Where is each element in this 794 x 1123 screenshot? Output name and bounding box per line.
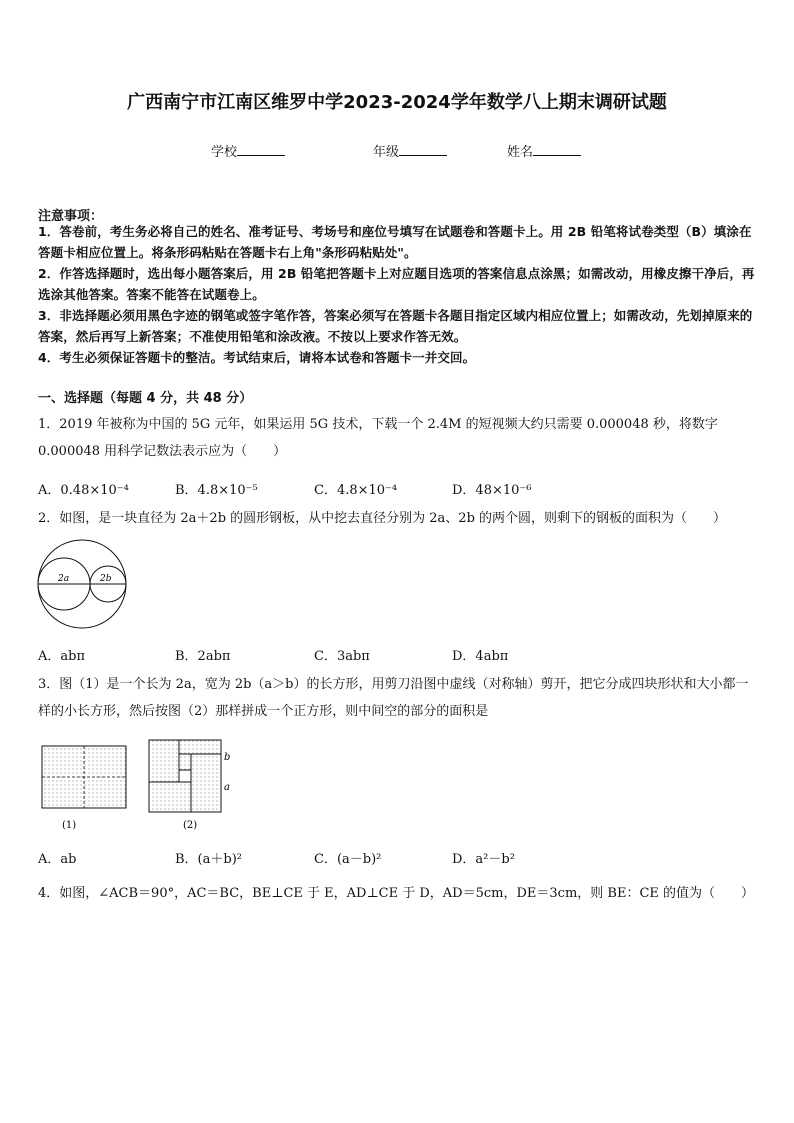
q3-rectangle-figures [36,736,236,836]
q3-fig2-center-hole [179,770,191,782]
q3-option-c: C．(a－b)² [314,852,382,867]
note-item-1: 1．答卷前，考生务必将自己的姓名、准考证号、考场号和座位号填写在试题卷和答题卡上。用 2B 铅笔将试卷类型（B）填涂在答题卡相应位置上。将条形码粘贴在答题卡右上角"条形码粘贴处"。 [38,224,752,260]
q2-label-2a: 2a [58,574,70,584]
name-label: 姓名 [507,145,534,160]
q3-option-a: A．ab [38,852,77,867]
grade-field [373,141,447,160]
school-label: 学校 [211,145,238,160]
note-item-3: 3．非选择题必须用黑色字迹的钢笔或签字笔作答，答案必须写在答题卡各题目指定区域内相应位置上；如需改动，先划掉原来的答案，然后再写上新答案；不准使用铅笔和涂改液。不按以上要求作答无效。 [38,308,753,344]
question-3-text: 3．图（1）是一个长为 2a，宽为 2b（a＞b）的长方形，用剪刀沿图中虚线（对称轴）剪开，把它分成四块形状和大小都一样的小长方形，然后按图（2）那样拼成一个正方形，则中间空的部分的面积是 [38,677,749,719]
notes-heading: 注意事项： [38,209,104,224]
question-2-text: 2．如图，是一块直径为 2a＋2b 的圆形钢板，从中挖去直径分别为 2a、2b 的两个圆，则剩下的钢板的面积为（ ） [38,511,727,526]
q3-option-b: B．(a＋b)² [175,852,242,867]
q1-option-c: C．4.8×10⁻⁴ [314,483,398,498]
name-blank [533,143,581,156]
exam-title: 广西南宁市江南区维罗中学2023-2024学年数学八上期末调研试题 [127,92,667,113]
name-field [507,141,581,160]
school-blank [237,143,285,156]
q2-option-b: B．2abπ [175,649,231,664]
note-item-4: 4．考生必须保证答题卡的整洁。考试结束后，请将本试卷和答题卡一并交回。 [38,350,476,365]
q2-circle-figure [36,538,128,630]
q3-fig2-label-b: b [224,752,231,763]
q3-fig2-caption: (2) [183,820,198,831]
q3-fig2-label-a: a [224,782,230,793]
q1-option-b: B．4.8×10⁻⁵ [175,483,258,498]
q1-option-d: D．48×10⁻⁶ [452,483,532,498]
school-field [211,141,285,160]
q2-option-c: C．3abπ [314,649,370,664]
note-item-2: 2．作答选择题时，选出每小题答案后，用 2B 铅笔把答题卡上对应题目选项的答案信息点涂黑；如需改动，用橡皮擦干净后，再选涂其他答案。答案不能答在试题卷上。 [38,266,755,302]
grade-blank [399,143,447,156]
q2-label-2b: 2b [100,574,112,584]
q1-option-a: A．0.48×10⁻⁴ [38,483,129,498]
q2-option-d: D．4abπ [452,649,509,664]
q3-fig1-caption: (1) [62,820,77,831]
q3-option-d: D．a²－b² [452,852,515,867]
q2-option-a: A．abπ [38,649,86,664]
grade-label: 年级 [373,145,400,160]
question-4-text: 4．如图，∠ACB＝90°，AC＝BC，BE⊥CE 于 E，AD⊥CE 于 D，AD＝5cm，DE＝3cm，则 BE：CE 的值为（ ） [38,886,755,901]
section-title: 一、选择题（每题 4 分，共 48 分） [38,391,253,406]
question-1-text: 1．2019 年被称为中国的 5G 元年，如果运用 5G 技术，下载一个 2.4M 的短视频大约只需要 0.000048 秒，将数字 0.000048 用科学记数法表示应为（ ） [38,417,718,459]
